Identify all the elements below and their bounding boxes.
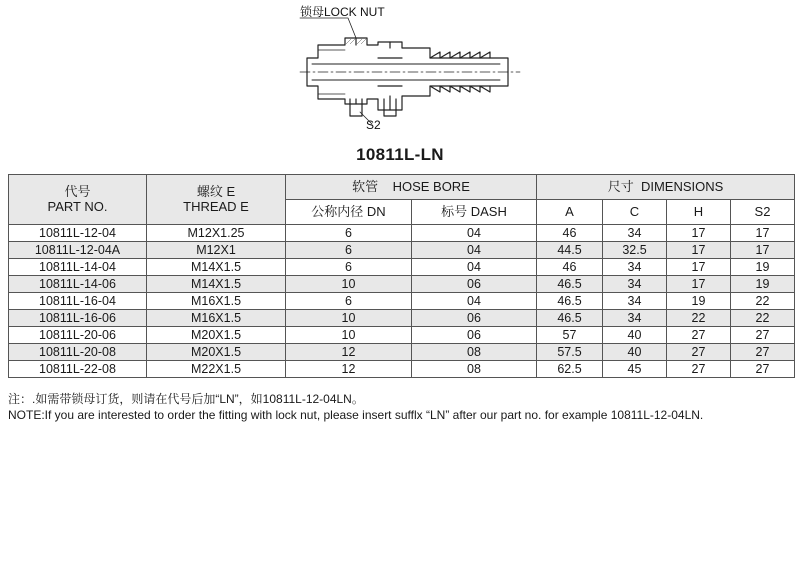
cell-dash: 08 <box>412 344 537 361</box>
table-row <box>9 293 795 310</box>
table-row <box>9 327 795 344</box>
table-row <box>9 310 795 327</box>
cell-c: 32.5 <box>603 242 667 259</box>
cell-c: 34 <box>603 276 667 293</box>
cell-dn: 6 <box>286 225 412 242</box>
cell-h: 27 <box>667 344 731 361</box>
cell-dn: 10 <box>286 310 412 327</box>
header-part-no <box>9 175 147 225</box>
cell-s2: 17 <box>731 242 795 259</box>
table-row <box>9 276 795 293</box>
cell-s2: 19 <box>731 259 795 276</box>
cell-dash: 08 <box>412 361 537 378</box>
cell-a: 57.5 <box>537 344 603 361</box>
cell-h: 17 <box>667 242 731 259</box>
header-thread <box>147 175 286 225</box>
cell-s2: 27 <box>731 361 795 378</box>
cell-thread: M16X1.5 <box>147 310 286 327</box>
cell-thread: M20X1.5 <box>147 327 286 344</box>
cell-dash: 04 <box>412 225 537 242</box>
cell-h: 17 <box>667 225 731 242</box>
cell-a: 46.5 <box>537 310 603 327</box>
table-row <box>9 225 795 242</box>
header-dimensions: 尺寸 DIMENSIONS <box>537 175 795 200</box>
header-dn: 公称内径 DN <box>286 200 412 225</box>
cell-a: 46 <box>537 259 603 276</box>
header-thread-cn: 螺纹 E <box>196 183 236 199</box>
cell-c: 40 <box>603 327 667 344</box>
cell-h: 19 <box>667 293 731 310</box>
cell-dn: 6 <box>286 293 412 310</box>
cell-a: 46 <box>537 225 603 242</box>
note-chinese: 注：.如需带锁母订货，则请在代号后加“LN”，如10811L-12-04LN。 <box>8 392 364 406</box>
header-h: H <box>667 200 731 225</box>
cell-thread: M12X1 <box>147 242 286 259</box>
cell-h: 22 <box>667 310 731 327</box>
cell-part: 10811L-20-08 <box>9 344 147 361</box>
cell-a: 46.5 <box>537 276 603 293</box>
note-english: NOTE:If you are interested to order the fitting with lock nut, please insert sufflx “LN” after our part no. for example 10811L-12-04LN. <box>8 408 704 422</box>
cell-s2: 22 <box>731 310 795 327</box>
cell-thread: M22X1.5 <box>147 361 286 378</box>
cell-s2: 27 <box>731 327 795 344</box>
cell-c: 34 <box>603 293 667 310</box>
cell-s2: 27 <box>731 344 795 361</box>
header-thread-en: THREAD E <box>183 198 249 214</box>
cell-dash: 06 <box>412 327 537 344</box>
cell-dash: 06 <box>412 276 537 293</box>
cell-h: 17 <box>667 259 731 276</box>
cell-s2: 22 <box>731 293 795 310</box>
cell-a: 46.5 <box>537 293 603 310</box>
cell-part: 10811L-20-06 <box>9 327 147 344</box>
header-hose-bore: 软管 HOSE BORE <box>286 175 537 200</box>
header-c: C <box>603 200 667 225</box>
lock-nut-label: 锁母LOCK NUT <box>300 5 385 19</box>
cell-thread: M14X1.5 <box>147 276 286 293</box>
s2-label: S2 <box>366 118 381 132</box>
table-row <box>9 242 795 259</box>
table-row <box>9 344 795 361</box>
cell-dash: 04 <box>412 293 537 310</box>
table-body <box>9 225 795 378</box>
cell-thread: M14X1.5 <box>147 259 286 276</box>
header-dash: 标号 DASH <box>412 200 537 225</box>
cell-c: 34 <box>603 310 667 327</box>
header-part-no-en: PART NO. <box>47 198 108 214</box>
table-row <box>9 259 795 276</box>
cell-s2: 17 <box>731 225 795 242</box>
cell-dash: 04 <box>412 259 537 276</box>
cell-c: 40 <box>603 344 667 361</box>
cell-dn: 10 <box>286 327 412 344</box>
cell-c: 45 <box>603 361 667 378</box>
cell-h: 17 <box>667 276 731 293</box>
header-part-no-cn: 代号 <box>64 183 91 199</box>
cell-part: 10811L-14-06 <box>9 276 147 293</box>
cell-a: 62.5 <box>537 361 603 378</box>
cell-dn: 12 <box>286 344 412 361</box>
cell-a: 44.5 <box>537 242 603 259</box>
cell-part: 10811L-14-04 <box>9 259 147 276</box>
cell-dash: 04 <box>412 242 537 259</box>
cell-part: 10811L-12-04A <box>9 242 147 259</box>
cell-dn: 6 <box>286 259 412 276</box>
cell-thread: M20X1.5 <box>147 344 286 361</box>
cell-part: 10811L-12-04 <box>9 225 147 242</box>
specification-table <box>8 174 795 378</box>
cell-h: 27 <box>667 361 731 378</box>
header-a: A <box>537 200 603 225</box>
cell-thread: M12X1.25 <box>147 225 286 242</box>
cell-c: 34 <box>603 259 667 276</box>
table-row <box>9 361 795 378</box>
cell-a: 57 <box>537 327 603 344</box>
header-s2: S2 <box>731 200 795 225</box>
cell-s2: 19 <box>731 276 795 293</box>
cell-part: 10811L-16-06 <box>9 310 147 327</box>
cell-dn: 6 <box>286 242 412 259</box>
cell-thread: M16X1.5 <box>147 293 286 310</box>
cell-dn: 12 <box>286 361 412 378</box>
cell-dash: 06 <box>412 310 537 327</box>
cell-c: 34 <box>603 225 667 242</box>
cell-part: 10811L-22-08 <box>9 361 147 378</box>
cell-part: 10811L-16-04 <box>9 293 147 310</box>
cell-dn: 10 <box>286 276 412 293</box>
fitting-drawing <box>290 0 530 135</box>
product-title: 10811L-LN <box>356 145 444 164</box>
cell-h: 27 <box>667 327 731 344</box>
